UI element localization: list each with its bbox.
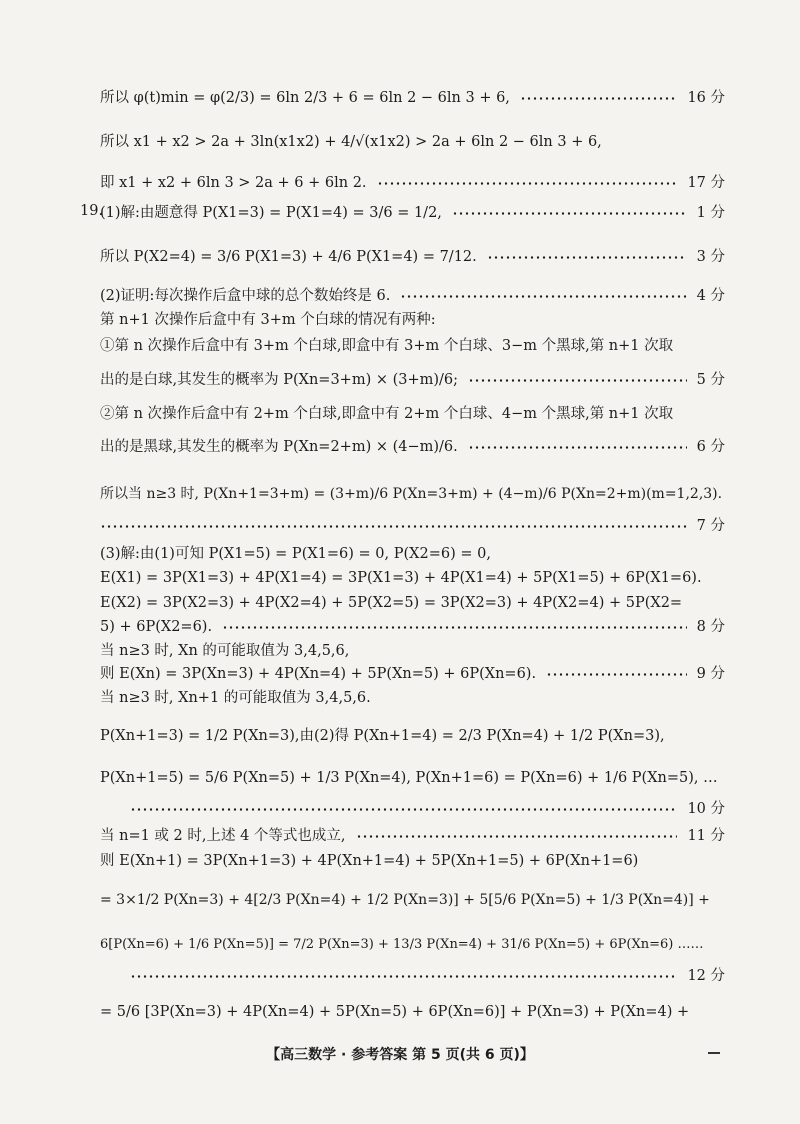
line-text: = 3×1/2 P(Xn=3) + 4[2/3 P(Xn=4) + 1/2 P(Xn=3)] + 5[5/6 P(Xn=5) + 1/3 P(Xn=4)] +	[100, 892, 710, 908]
dot-leader	[468, 379, 687, 382]
line-text: (2)证明:每次操作后盒中球的总个数始终是 6.	[100, 288, 391, 304]
line-text: 出的是黑球,其发生的概率为 P(Xn=2+m) × (4−m)/6.	[100, 439, 458, 455]
answer-line	[100, 173, 725, 193]
dot-leader	[468, 446, 687, 449]
answer-line	[100, 617, 725, 637]
line-text: (1)解:由题意得 P(X1=3) = P(X1=4) = 3/6 = 1/2,	[100, 205, 442, 221]
score: 12 分	[687, 968, 725, 984]
answer-line	[100, 370, 725, 390]
page-footer: 【高三数学 · 参考答案 第 5 页(共 6 页)】	[266, 1047, 534, 1063]
answer-line	[100, 935, 725, 955]
answer-line	[100, 336, 725, 356]
dot-leader	[400, 295, 686, 298]
answer-line	[100, 688, 725, 708]
line-text: 所以 P(X2=4) = 3/6 P(X1=3) + 4/6 P(X1=4) = 7/12.	[100, 249, 477, 265]
score: 5 分	[696, 372, 725, 388]
line-text: 当 n≥3 时, Xn+1 的可能取值为 3,4,5,6.	[100, 690, 371, 706]
dot-leader	[130, 975, 677, 978]
score: 16 分	[687, 90, 725, 106]
line-text: = 5/6 [3P(Xn=3) + 4P(Xn=4) + 5P(Xn=5) + 6P(Xn=6)] + P(Xn=3) + P(Xn=4) +	[100, 1004, 690, 1020]
line-text: 当 n=1 或 2 时,上述 4 个等式也成立,	[100, 828, 346, 844]
answer-line	[100, 851, 725, 871]
dot-leader	[356, 835, 678, 838]
score: 6 分	[696, 439, 725, 455]
score: 3 分	[696, 249, 725, 265]
answer-line	[100, 88, 725, 108]
line-text: 即 x1 + x2 + 6ln 3 > 2a + 6 + 6ln 2.	[100, 175, 367, 191]
answer-line	[100, 768, 725, 788]
dot-leader	[222, 626, 687, 629]
line-text: 出的是白球,其发生的概率为 P(Xn=3+m) × (3+m)/6;	[100, 372, 459, 388]
line-text: P(Xn+1=5) = 5/6 P(Xn=5) + 1/3 P(Xn=4), P(Xn+1=6) = P(Xn=6) + 1/6 P(Xn=5), …	[100, 770, 718, 786]
dot-leader	[546, 673, 687, 676]
answer-line	[100, 404, 725, 424]
score: 7 分	[696, 518, 725, 534]
line-text: E(X2) = 3P(X2=3) + 4P(X2=4) + 5P(X2=5) = 3P(X2=3) + 4P(X2=4) + 5P(X2=	[100, 595, 683, 611]
answer-line	[100, 890, 725, 910]
line-text: 6[P(Xn=6) + 1/6 P(Xn=5)] = 7/2 P(Xn=3) + 13/3 P(Xn=4) + 31/6 P(Xn=5) + 6P(Xn=6) ……	[100, 937, 704, 952]
dot-leader	[100, 525, 687, 528]
answer-line	[100, 544, 725, 564]
answer-line	[100, 310, 725, 330]
line-text: E(X1) = 3P(X1=3) + 4P(X1=4) = 3P(X1=3) + 4P(X1=4) + 5P(X1=5) + 6P(X1=6).	[100, 570, 702, 586]
answer-line	[100, 593, 725, 613]
dot-leader	[452, 212, 687, 215]
line-text: 当 n≥3 时, Xn 的可能取值为 3,4,5,6,	[100, 643, 350, 659]
answer-line	[100, 826, 725, 846]
answer-line	[100, 726, 725, 746]
line-text: P(Xn+1=3) = 1/2 P(Xn=3),由(2)得 P(Xn+1=4) = 2/3 P(Xn=4) + 1/2 P(Xn=3),	[100, 728, 665, 744]
line-text: 则 E(Xn+1) = 3P(Xn+1=3) + 4P(Xn+1=4) + 5P(Xn+1=5) + 6P(Xn+1=6)	[100, 853, 639, 869]
score: 10 分	[687, 801, 725, 817]
line-text: 第 n+1 次操作后盒中有 3+m 个白球的情况有两种:	[100, 312, 436, 328]
answer-line	[100, 1002, 725, 1022]
answer-line	[100, 516, 725, 536]
answer-line	[100, 132, 725, 152]
dot-leader	[487, 256, 687, 259]
score: 1 分	[696, 205, 725, 221]
corner-mark	[708, 1052, 720, 1054]
dot-leader	[130, 808, 677, 811]
line-text: (3)解:由(1)可知 P(X1=5) = P(X1=6) = 0, P(X2=6) = 0,	[100, 546, 491, 562]
score: 11 分	[687, 828, 725, 844]
line-text: 则 E(Xn) = 3P(Xn=3) + 4P(Xn=4) + 5P(Xn=5) + 6P(Xn=6).	[100, 666, 537, 682]
line-text: 所以当 n≥3 时, P(Xn+1=3+m) = (3+m)/6 P(Xn=3+m) + (4−m)/6 P(Xn=2+m)(m=1,2,3).	[100, 486, 723, 502]
score: 17 分	[687, 175, 725, 191]
problem-number: 19.	[80, 203, 104, 219]
answer-line	[100, 664, 725, 684]
answer-line	[100, 966, 725, 986]
line-text: 所以 x1 + x2 > 2a + 3ln(x1x2) + 4/√(x1x2) > 2a + 6ln 2 − 6ln 3 + 6,	[100, 134, 602, 150]
answer-line	[100, 203, 725, 223]
answer-line	[100, 568, 725, 588]
answer-line	[100, 286, 725, 306]
answer-line	[100, 437, 725, 457]
line-text: 所以 φ(t)min = φ(2/3) = 6ln 2/3 + 6 = 6ln 2 − 6ln 3 + 6,	[100, 90, 510, 106]
line-text: ②第 n 次操作后盒中有 2+m 个白球,即盒中有 2+m 个白球、4−m 个黑球,第 n+1 次取	[100, 406, 674, 422]
score: 8 分	[696, 619, 725, 635]
score: 9 分	[696, 666, 725, 682]
answer-line	[100, 641, 725, 661]
answer-line	[100, 799, 725, 819]
answer-line	[100, 247, 725, 267]
line-text: 5) + 6P(X2=6).	[100, 619, 213, 635]
answer-line	[100, 484, 725, 504]
line-text: ①第 n 次操作后盒中有 3+m 个白球,即盒中有 3+m 个白球、3−m 个黑球,第 n+1 次取	[100, 338, 674, 354]
dot-leader	[520, 97, 678, 100]
score: 4 分	[696, 288, 725, 304]
dot-leader	[377, 182, 678, 185]
